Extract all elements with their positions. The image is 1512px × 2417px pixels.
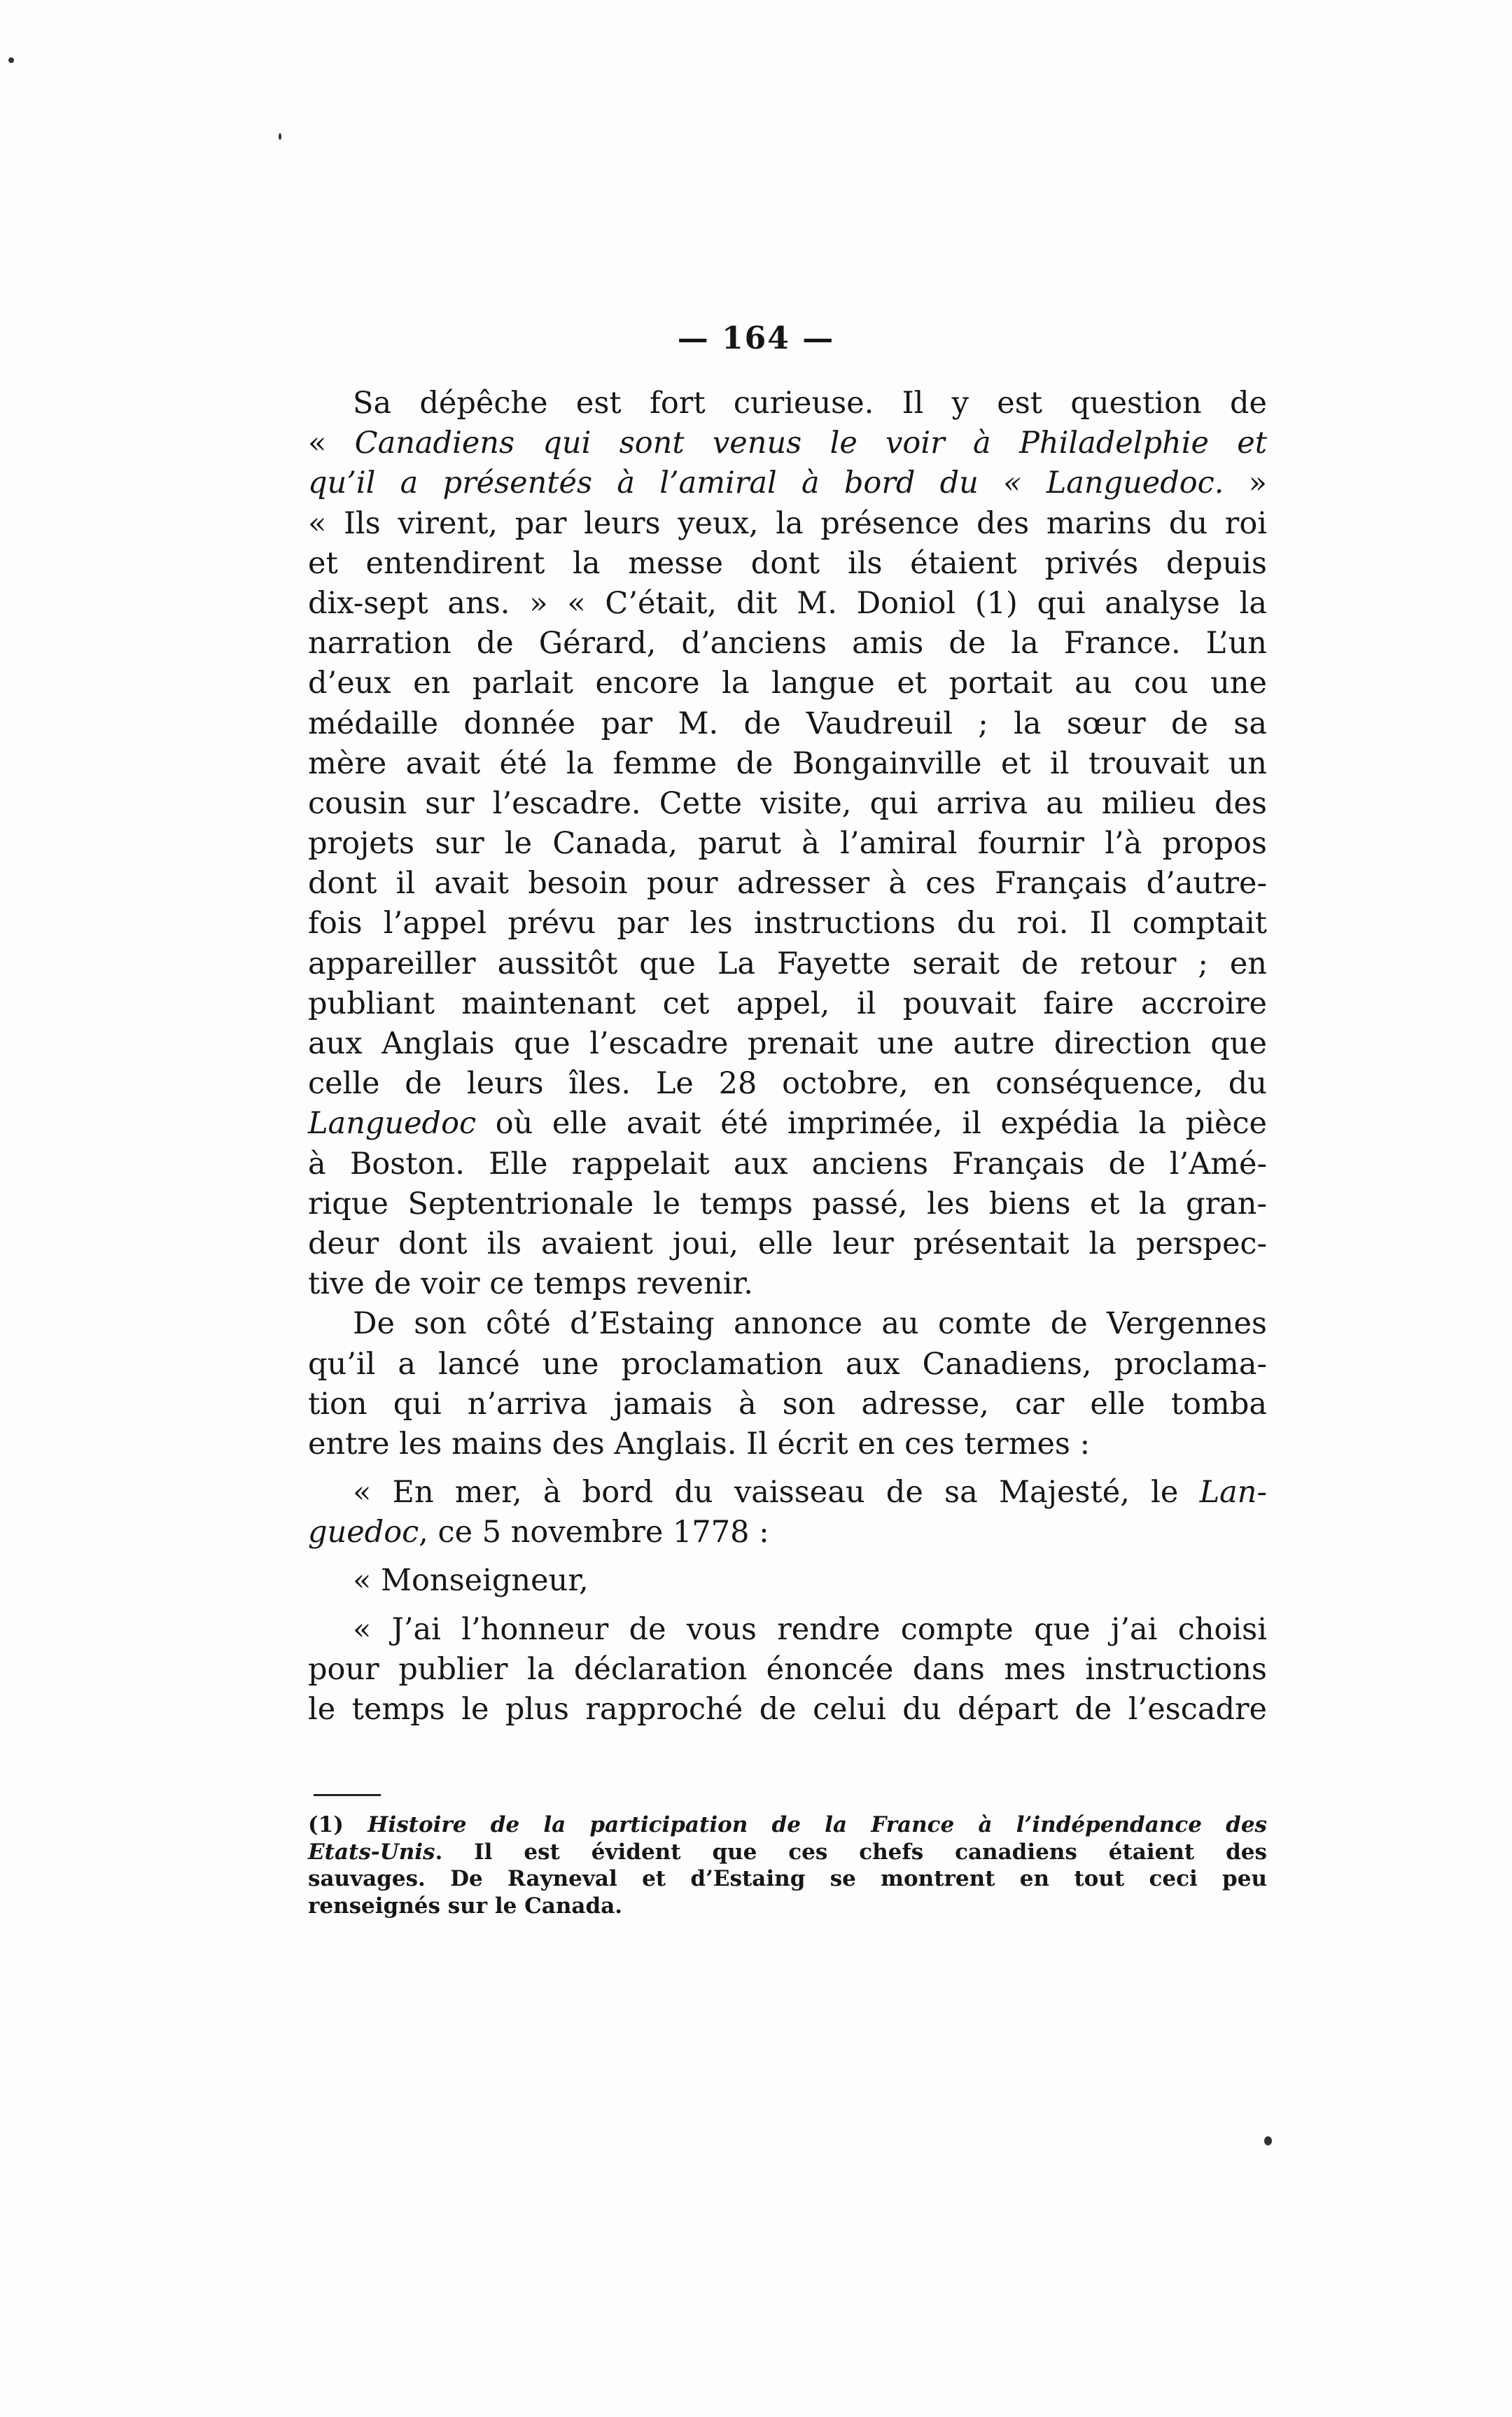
text-line: qu’il a lancé une proclamation aux Canadiens, proclama- — [308, 1346, 1267, 1382]
text-line: appareiller aussitôt que La Fayette serait de retour ; en — [308, 946, 1267, 981]
text-line: aux Anglais que l’escadre prenait une autre direction que — [308, 1026, 1267, 1061]
text-line: pour publier la déclaration énoncée dans mes instructions — [308, 1651, 1267, 1687]
text-line: médaille donnée par M. de Vaudreuil ; la sœur de sa — [308, 706, 1267, 741]
scan-speck — [1264, 2136, 1272, 2145]
scan-speck — [8, 57, 14, 63]
scan-speck — [279, 133, 281, 140]
text-line: rique Septentrionale le temps passé, les biens et la gran- — [308, 1186, 1267, 1221]
footnote-separator — [314, 1794, 381, 1796]
page-number: — 164 — — [677, 321, 835, 356]
text-line: De son côté d’Estaing annonce au comte de Vergennes — [353, 1306, 1267, 1342]
text-line: deur dont ils avaient joui, elle leur présentait la perspec- — [308, 1226, 1267, 1261]
text-line: entre les mains des Anglais. Il écrit en ces termes : — [308, 1426, 1091, 1462]
text-line: « J’ai l’honneur de vous rendre compte que j’ai choisi — [353, 1611, 1267, 1647]
footnote-line: renseignés sur le Canada. — [308, 1893, 623, 1919]
text-line: et entendirent la messe dont ils étaient privés depuis — [308, 545, 1267, 581]
text-line: Sa dépêche est fort curieuse. Il y est question de — [353, 386, 1267, 421]
footnote — [308, 1812, 1267, 1919]
text-line: « Canadiens qui sont venus le voir à Philadelphie et — [308, 426, 1267, 461]
body-text — [308, 384, 1267, 1730]
text-line: tion qui n’arriva jamais à son adresse, car elle tomba — [308, 1386, 1267, 1422]
text-line: mère avait été la femme de Bongainville et il trouvait un — [308, 745, 1267, 781]
footnote-line: Etats-Unis. Il est évident que ces chefs canadiens étaient des — [308, 1839, 1267, 1865]
text-line: « Monseigneur, — [353, 1563, 589, 1599]
text-line: tive de voir ce temps revenir. — [308, 1266, 753, 1302]
text-line: projets sur le Canada, parut à l’amiral fournir l’à propos — [308, 826, 1267, 862]
text-line: celle de leurs îles. Le 28 octobre, en conséquence, du — [308, 1066, 1267, 1102]
text-line: d’eux en parlait encore la langue et portait au cou une — [308, 666, 1267, 701]
footnote-line: sauvages. De Rayneval et d’Estaing se montrent en tout ceci peu — [308, 1866, 1267, 1891]
text-line: « Ils virent, par leurs yeux, la présence des marins du roi — [308, 505, 1267, 541]
text-line: le temps le plus rapproché de celui du départ de l’escadre — [308, 1692, 1267, 1727]
text-line: dix-sept ans. » « C’était, dit M. Doniol (1) qui analyse la — [308, 585, 1267, 621]
text-line: à Boston. Elle rappelait aux anciens Français de l’Amé- — [308, 1146, 1267, 1182]
text-line: « En mer, à bord du vaisseau de sa Majesté, le Lan- — [353, 1475, 1267, 1511]
text-line: qu’il a présentés à l’amiral à bord du « Languedoc. » — [308, 465, 1267, 501]
text-line: cousin sur l’escadre. Cette visite, qui arriva au milieu des — [308, 785, 1267, 821]
text-line: dont il avait besoin pour adresser à ces Français d’autre- — [308, 866, 1267, 902]
footnote-line: (1) Histoire de la participation de la France à l’indépendance des — [308, 1812, 1268, 1837]
text-line: publiant maintenant cet appel, il pouvait faire accroire — [308, 986, 1267, 1021]
text-line: narration de Gérard, d’anciens amis de la France. L’un — [308, 626, 1267, 661]
text-line: Languedoc où elle avait été imprimée, il expédia la pièce — [308, 1106, 1267, 1142]
text-line: fois l’appel prévu par les instructions du roi. Il comptait — [308, 906, 1267, 941]
text-line: guedoc, ce 5 novembre 1778 : — [308, 1515, 769, 1550]
